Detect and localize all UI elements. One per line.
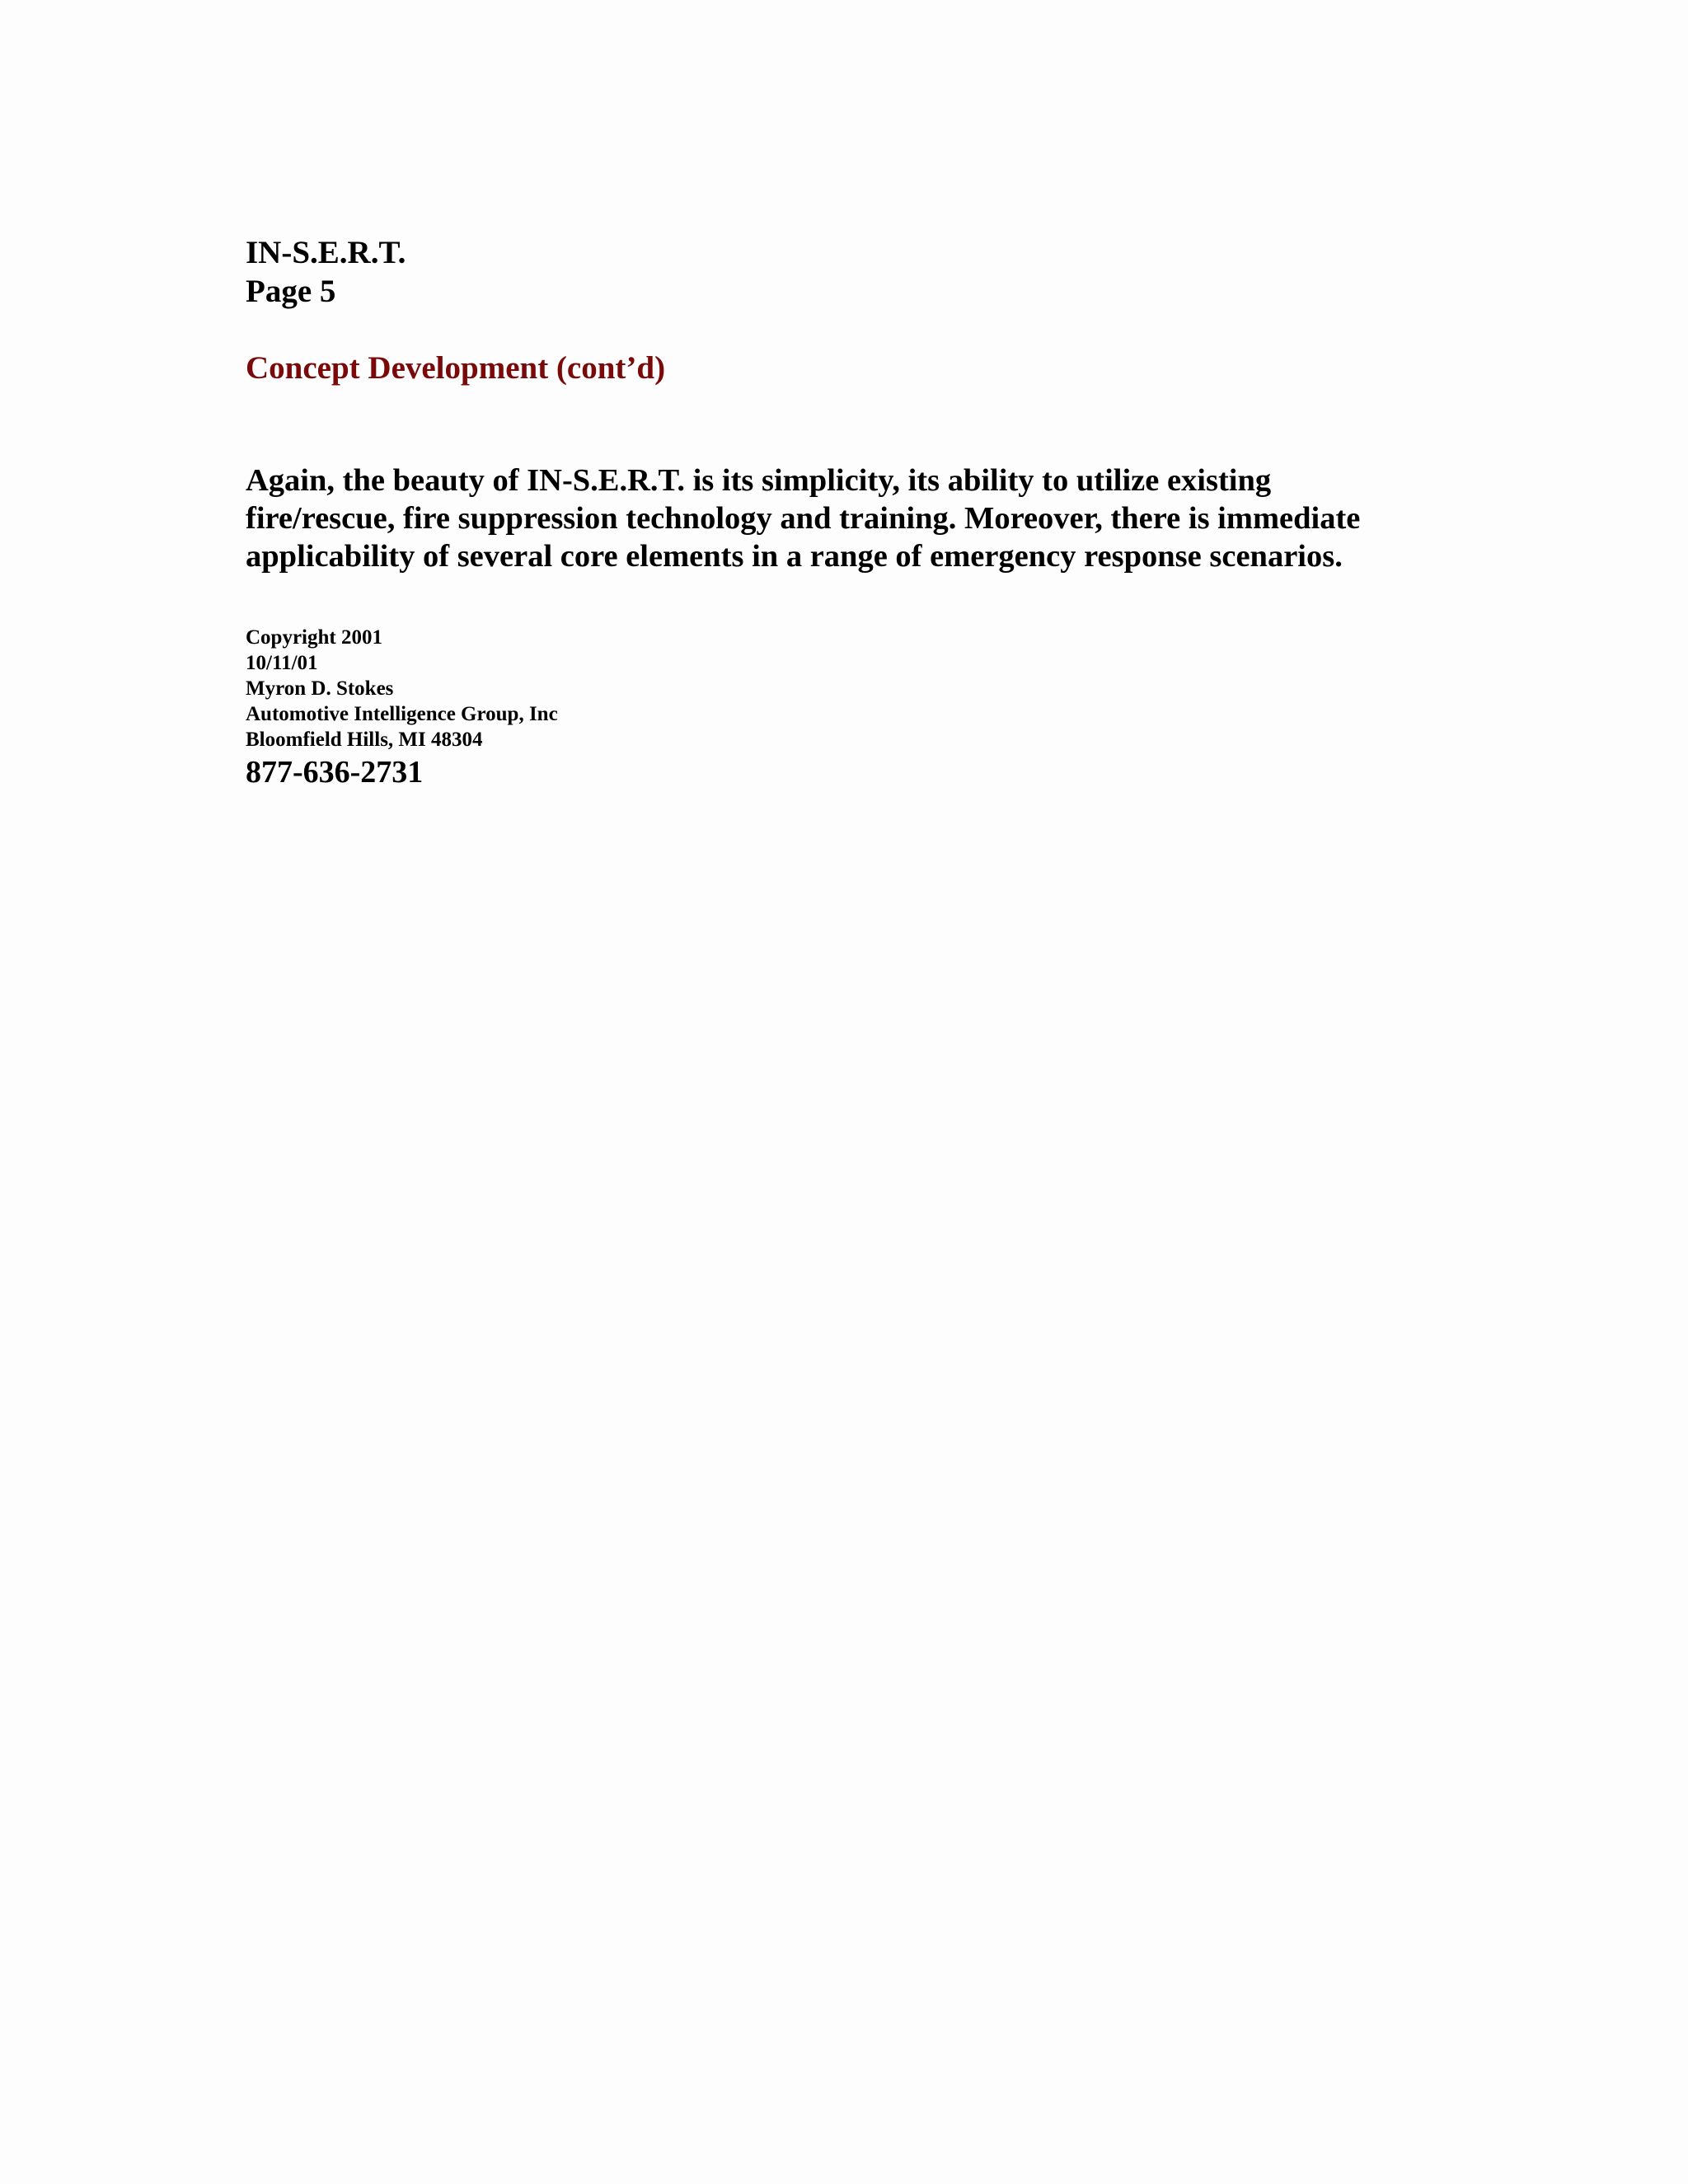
section-heading: Concept Development (cont’d) [246, 350, 666, 386]
document-date: 10/11/01 [246, 652, 318, 674]
contact-block [246, 625, 1531, 790]
body-paragraph [246, 462, 1531, 575]
company-name: Automotive Intelligence Group, Inc [246, 703, 558, 725]
body-line: applicability of several core elements in a range of emergency response scenarios. [246, 539, 1343, 574]
author-name: Myron D. Stokes [246, 677, 394, 700]
copyright-notice: Copyright 2001 [246, 626, 382, 649]
company-address: Bloomfield Hills, MI 48304 [246, 729, 483, 751]
body-line: fire/rescue, fire suppression technology and training. Moreover, there is immediate [246, 501, 1361, 536]
page-content [246, 233, 1531, 790]
phone-number: 877-636-2731 [246, 755, 424, 790]
page-number: Page 5 [246, 274, 336, 309]
body-line: Again, the beauty of IN-S.E.R.T. is its simplicity, its ability to utilize existing [246, 463, 1272, 498]
document-title: IN-S.E.R.T. [246, 235, 406, 270]
